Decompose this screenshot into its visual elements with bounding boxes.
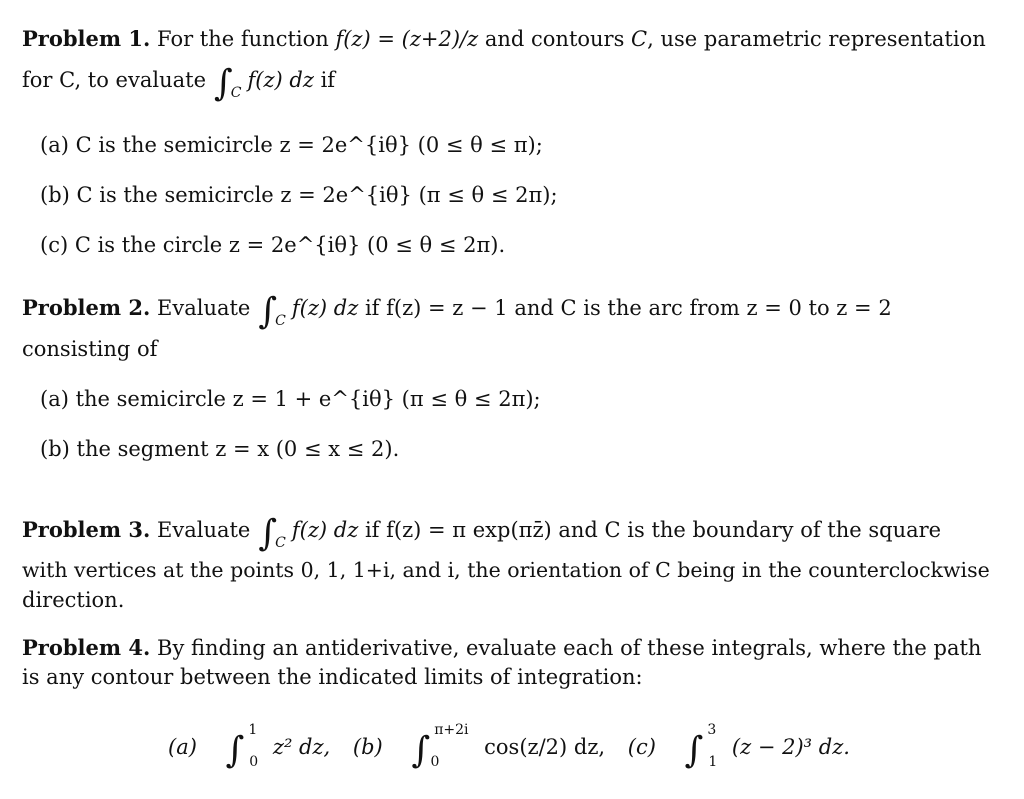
problem-2-line-1: [22, 291, 892, 332]
problem-4-a-upper: 1: [248, 722, 258, 738]
problem-3-integrand: f(z) dz: [291, 518, 359, 542]
integral-sign: ∫: [258, 513, 278, 554]
problem-1-integrand: f(z) dz: [247, 68, 314, 92]
problem-4-line-1: [22, 635, 981, 660]
problem-4-c-body: (z − 2)³ dz.: [731, 735, 850, 759]
problem-1-label: Problem 1.: [22, 26, 151, 51]
problem-2-text-b: if f(z) = z − 1 and C is the arc from z = 0 to z = 2: [358, 296, 892, 320]
problem-1-c: C: [631, 27, 648, 51]
integral-sign: ∫: [411, 730, 431, 771]
problem-4-b-label: (b): [352, 735, 383, 759]
problem-4-b-lower: 0: [430, 754, 440, 770]
problem-4-c-upper: 3: [707, 722, 717, 738]
problem-4-c-lower: 1: [708, 754, 718, 770]
problem-2-text-a: Evaluate: [150, 296, 251, 320]
problem-1-line-2-text: for C, to evaluate: [22, 68, 206, 92]
problem-4-c-label: (c): [627, 735, 656, 759]
problem-4-label: Problem 4.: [22, 635, 151, 660]
integral-sign: ∫: [258, 291, 278, 332]
integral-subscript: C: [230, 85, 242, 101]
problem-3-text-b: if f(z) = π exp(πz̄) and C is the boundary of the square: [358, 518, 942, 542]
problem-1-formula: f(z) = (z+2)/z: [335, 27, 479, 51]
problem-1-if: if: [313, 68, 336, 92]
problem-1-item-c: (c) C is the circle z = 2e^{iθ} (0 ≤ θ ≤ 2π).: [40, 233, 506, 257]
problem-2-label: Problem 2.: [22, 295, 151, 320]
problem-3-line-2: with vertices at the points 0, 1, 1+i, and i, the orientation of C being in the counterclockwise: [22, 558, 990, 582]
problem-4-b-body: cos(z/2) dz,: [484, 735, 606, 759]
integral-sign: ∫: [214, 63, 233, 104]
problem-4-a-body: z² dz,: [272, 735, 331, 759]
problem-2-item-a: (a) the semicircle z = 1 + e^{iθ} (π ≤ θ ≤ 2π);: [40, 387, 541, 411]
problem-3-label: Problem 3.: [22, 517, 151, 542]
problem-2-item-b: (b) the segment z = x (0 ≤ x ≤ 2).: [40, 437, 400, 461]
integral-sign: ∫: [684, 730, 704, 771]
problem-2-integrand: f(z) dz: [291, 296, 359, 320]
problem-3-line-3: direction.: [22, 588, 125, 612]
integral-sign: ∫: [225, 730, 245, 771]
problem-3-line-1: [22, 513, 942, 554]
problem-4-a-label: (a): [168, 735, 197, 759]
problem-1-item-b: (b) C is the semicircle z = 2e^{iθ} (π ≤ θ ≤ 2π);: [40, 183, 558, 207]
problem-1-line-1: [22, 26, 986, 51]
problem-4-text-a: By finding an antiderivative, evaluate each of these integrals, where the path: [150, 636, 982, 660]
problem-2-line-2: consisting of: [22, 337, 158, 361]
problem-1-line-2: [22, 63, 336, 104]
integral-subscript: C: [275, 313, 286, 329]
problem-1-item-a: (a) C is the semicircle z = 2e^{iθ} (0 ≤ θ ≤ π);: [40, 133, 543, 157]
integral-subscript: C: [275, 535, 286, 551]
problem-1-text-a: For the function: [150, 27, 336, 51]
problem-4-line-2: is any contour between the indicated limits of integration:: [22, 665, 643, 689]
problem-3-text-a: Evaluate: [150, 518, 251, 542]
problem-4-a-lower: 0: [249, 754, 259, 770]
problem-1-text-c: , use parametric representation: [647, 27, 986, 51]
problem-1-text-b: and contours: [478, 27, 632, 51]
problem-4-b-upper: π+2i: [434, 722, 469, 738]
